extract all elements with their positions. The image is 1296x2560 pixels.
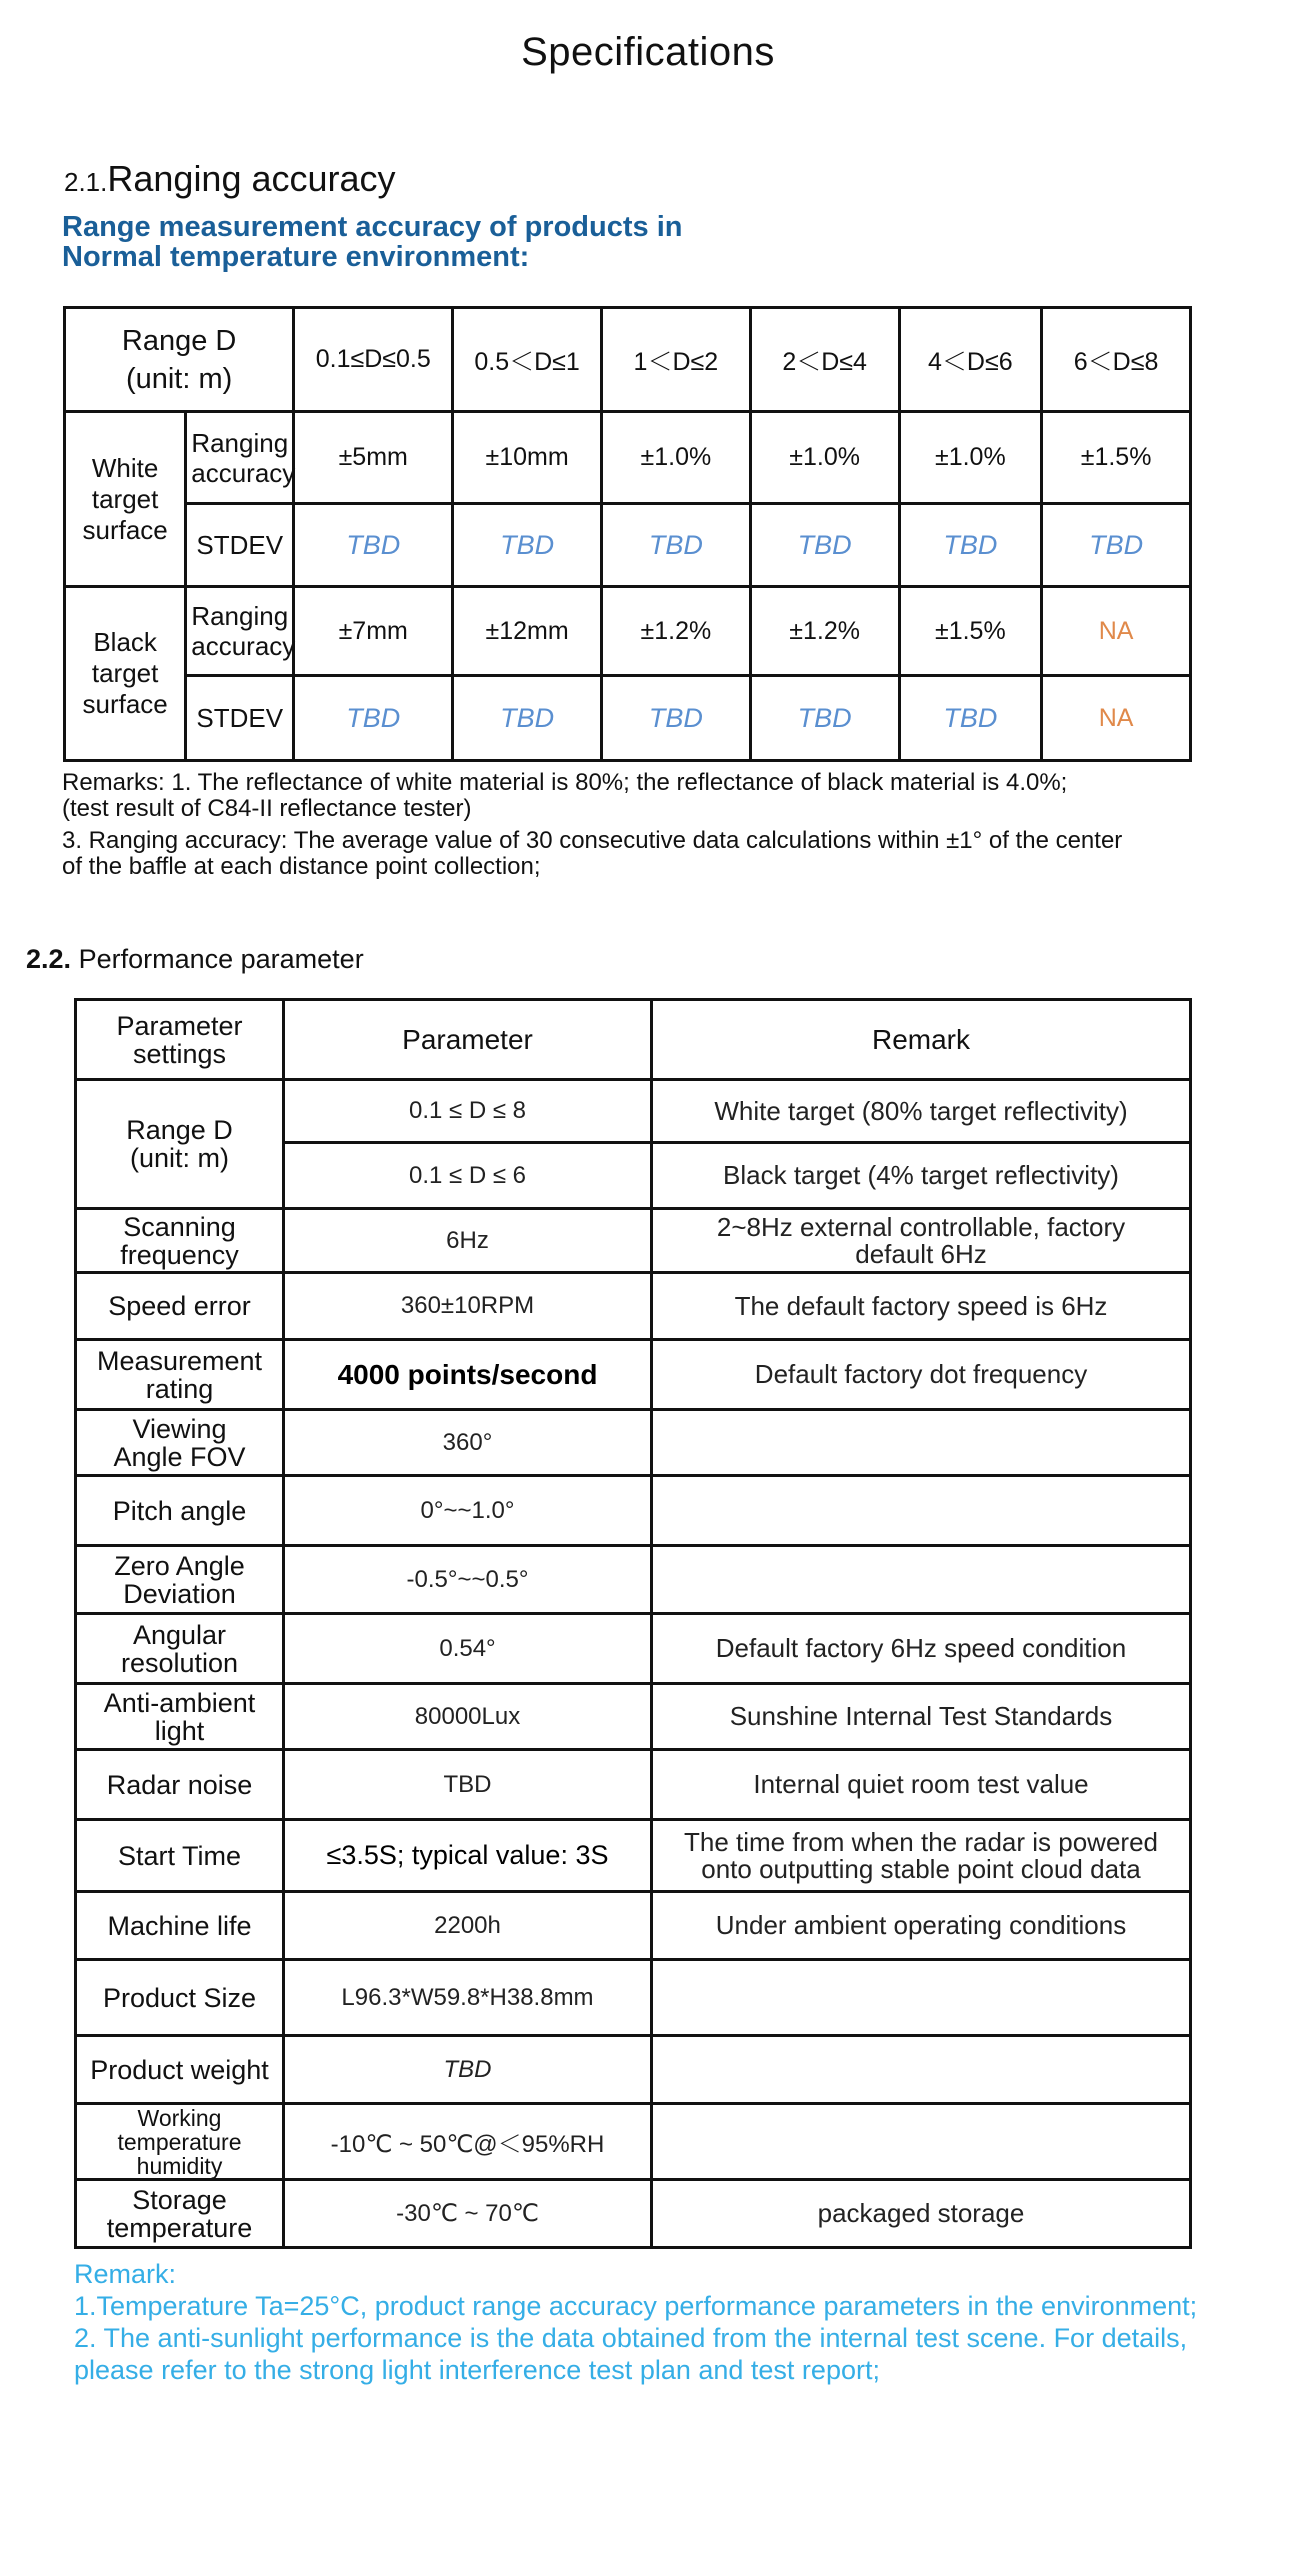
table-cell [652, 1546, 1191, 1614]
row-label [76, 1546, 284, 1614]
remark-line: please refer to the strong light interference test plan and test report; [74, 2355, 880, 2385]
table-row [65, 412, 1191, 504]
ranging-accuracy-label [186, 412, 294, 504]
table-row [76, 1209, 1191, 1273]
table-row [76, 1614, 1191, 1684]
table-cell: NA [1042, 676, 1191, 761]
table-row [65, 587, 1191, 676]
table-cell: TBD [284, 1750, 652, 1820]
remark-line: of the baffle at each distance point collection; [62, 853, 541, 880]
section-number: 2.1. [64, 167, 108, 197]
table-cell: -30℃ ~ 70℃ [284, 2180, 652, 2248]
header-parameter: Parameter [284, 1000, 652, 1080]
corner-header [65, 308, 294, 412]
table-cell: Sunshine Internal Test Standards [652, 1684, 1191, 1750]
ranging-accuracy-label [186, 587, 294, 676]
table-cell: ±1.2% [750, 587, 899, 676]
page-title: Specifications [521, 30, 775, 74]
subtitle-line: Normal temperature environment: [62, 241, 530, 273]
label-line: Parameter [116, 1010, 243, 1041]
remark-line: The time from when the radar is powered [684, 1826, 1158, 1857]
table-cell: NA [1042, 587, 1191, 676]
column-header: 4＜D≤6 [899, 308, 1042, 412]
table-cell: 80000Lux [284, 1684, 652, 1750]
label-line: accuracy [191, 457, 296, 488]
table-cell: ±1.0% [601, 412, 750, 504]
label-line: light [154, 1715, 205, 1746]
column-header: 6＜D≤8 [1042, 308, 1191, 412]
table-cell: packaged storage [652, 2180, 1191, 2248]
table-row [76, 1750, 1191, 1820]
section-2-1-heading [64, 158, 396, 200]
stdev-label: STDEV [186, 504, 294, 587]
table-cell: 0.1 ≤ D ≤ 8 [284, 1080, 652, 1143]
table-cell: Default factory dot frequency [652, 1340, 1191, 1410]
label-line: humidity [136, 2152, 223, 2179]
column-header: 0.5＜D≤1 [453, 308, 602, 412]
column-header: 2＜D≤4 [750, 308, 899, 412]
white-target-label [65, 412, 186, 587]
table-cell: -0.5°~~0.5° [284, 1546, 652, 1614]
table-cell: TBD [899, 504, 1042, 587]
corner-line: Range D [121, 324, 237, 357]
column-header: 0.1≤D≤0.5 [294, 308, 453, 412]
label-line: surface [82, 689, 168, 719]
table-header-row [76, 1000, 1191, 1080]
remark-line: 2~8Hz external controllable, factory [716, 1211, 1126, 1242]
row-label [76, 1614, 284, 1684]
subtitle-line: Range measurement accuracy of products in [62, 211, 683, 243]
row-label: Product weight [76, 2036, 284, 2104]
table-cell: ±1.0% [899, 412, 1042, 504]
table-row [76, 2180, 1191, 2248]
table-row [65, 504, 1191, 587]
table-row [76, 1476, 1191, 1546]
table-row [76, 1410, 1191, 1476]
label-line: White [91, 452, 159, 483]
label-line: Viewing [132, 1413, 227, 1444]
label-line: Anti-ambient [103, 1687, 256, 1718]
remark-line: 1.Temperature Ta=25°C, product range accuracy performance parameters in the environment; [74, 2291, 1198, 2321]
column-header: 1＜D≤2 [601, 308, 750, 412]
table-cell: 360±10RPM [284, 1273, 652, 1340]
label-line: Ranging [191, 601, 289, 631]
row-label: Speed error [76, 1273, 284, 1340]
table-cell: TBD [453, 504, 602, 587]
table-cell [652, 1410, 1191, 1476]
table-row [76, 2036, 1191, 2104]
corner-line: (unit: m) [125, 362, 233, 395]
label-line: temperature [106, 2212, 253, 2243]
label-line: surface [82, 514, 168, 545]
row-label: Machine life [76, 1892, 284, 1960]
label-line: Black [93, 627, 157, 657]
row-label: Pitch angle [76, 1476, 284, 1546]
performance-remarks [74, 2258, 1254, 2386]
label-line: resolution [120, 1647, 239, 1678]
table-cell: Under ambient operating conditions [652, 1892, 1191, 1960]
label-line: accuracy [191, 631, 296, 661]
table-header-row [65, 308, 1191, 412]
table-row [76, 1684, 1191, 1750]
header-remark: Remark [652, 1000, 1191, 1080]
table-cell: ±5mm [294, 412, 453, 504]
table-cell: 0°~~1.0° [284, 1476, 652, 1546]
performance-parameter-table [74, 998, 1192, 2249]
row-label: Start Time [76, 1820, 284, 1892]
label-line: Range D [126, 1115, 233, 1145]
row-label: Product Size [76, 1960, 284, 2036]
table-row [76, 1340, 1191, 1410]
stdev-label: STDEV [186, 676, 294, 761]
table-row [76, 1892, 1191, 1960]
table-cell: The default factory speed is 6Hz [652, 1273, 1191, 1340]
label-line: settings [132, 1038, 227, 1069]
remark-line: default 6Hz [855, 1238, 987, 1269]
table-cell [652, 1476, 1191, 1546]
section-2-2-heading [26, 944, 364, 975]
remark-line: 3. Ranging accuracy: The average value of 30 consecutive data calculations within ±1° of the center [62, 827, 1123, 854]
section-2-1-subtitle [62, 212, 862, 272]
table-cell: 0.54° [284, 1614, 652, 1684]
ranging-accuracy-table [63, 306, 1192, 762]
row-label [76, 2180, 284, 2248]
table-cell: TBD [601, 504, 750, 587]
row-label [76, 1209, 284, 1273]
table-row [76, 1273, 1191, 1340]
row-label [76, 1340, 284, 1410]
table-cell [652, 1960, 1191, 2036]
table-cell: 2200h [284, 1892, 652, 1960]
label-line: Scanning [123, 1211, 236, 1242]
table-cell: Black target (4% target reflectivity) [652, 1143, 1191, 1209]
table-cell: ±10mm [453, 412, 602, 504]
label-line: (unit: m) [129, 1143, 229, 1173]
table-cell: Internal quiet room test value [652, 1750, 1191, 1820]
table-row [76, 2104, 1191, 2180]
row-label [76, 1684, 284, 1750]
row-label: Radar noise [76, 1750, 284, 1820]
label-line: Angular [132, 1619, 227, 1650]
table-cell: 6Hz [284, 1209, 652, 1273]
table-cell [652, 1209, 1191, 1273]
table-cell: Default factory 6Hz speed condition [652, 1614, 1191, 1684]
row-label [76, 1410, 284, 1476]
table-cell: TBD [750, 504, 899, 587]
range-d-label [76, 1080, 284, 1209]
table-row [65, 676, 1191, 761]
table-cell: 0.1 ≤ D ≤ 6 [284, 1143, 652, 1209]
label-line: target [91, 658, 159, 688]
table-row [76, 1820, 1191, 1892]
table-cell: ±1.0% [750, 412, 899, 504]
table-cell: TBD [294, 504, 453, 587]
remark-line: 2. The anti-sunlight performance is the data obtained from the internal test scene. For details, [74, 2323, 1188, 2353]
label-line: Angle FOV [113, 1441, 246, 1472]
table-cell: L96.3*W59.8*H38.8mm [284, 1960, 652, 2036]
table-cell: TBD [899, 676, 1042, 761]
label-line: rating [145, 1373, 214, 1404]
label-line: temperature [117, 2128, 242, 2155]
table-cell: ≤3.5S; typical value: 3S [284, 1820, 652, 1892]
table-row [76, 1960, 1191, 2036]
table-cell: -10℃ ~ 50℃@＜95%RH [284, 2104, 652, 2180]
table-cell: 360° [284, 1410, 652, 1476]
table-cell: TBD [1042, 504, 1191, 587]
table-cell: TBD [294, 676, 453, 761]
table-cell: TBD [601, 676, 750, 761]
table-row [76, 1546, 1191, 1614]
label-line: Ranging [191, 427, 289, 458]
label-line: frequency [120, 1239, 239, 1270]
remark-line: onto outputting stable point cloud data [701, 1853, 1141, 1884]
table-cell: TBD [284, 2036, 652, 2104]
remark-title: Remark: [74, 2259, 177, 2289]
table-cell: ±12mm [453, 587, 602, 676]
header-parameter-settings [76, 1000, 284, 1080]
label-line: target [91, 483, 159, 514]
table-cell: 4000 points/second [284, 1340, 652, 1410]
table-cell [652, 2104, 1191, 2180]
section-number: 2.2. [26, 944, 72, 974]
row-label [76, 2104, 284, 2180]
table-cell: ±1.5% [1042, 412, 1191, 504]
remark-line: Remarks: 1. The reflectance of white material is 80%; the reflectance of black material is 4.0%; [62, 769, 1068, 796]
table-cell: TBD [750, 676, 899, 761]
section-title: Performance parameter [78, 944, 364, 974]
table-cell: White target (80% target reflectivity) [652, 1080, 1191, 1143]
table-cell: ±1.2% [601, 587, 750, 676]
table-cell [652, 2036, 1191, 2104]
label-line: Zero Angle [114, 1550, 245, 1581]
table-row [76, 1080, 1191, 1143]
remark-line: (test result of C84-II reflectance tester) [62, 795, 472, 822]
section-title: Ranging accuracy [107, 158, 396, 199]
table-cell: ±7mm [294, 587, 453, 676]
table-cell [652, 1820, 1191, 1892]
label-line: Working [137, 2104, 222, 2131]
label-line: Measurement [96, 1345, 263, 1376]
ranging-remarks [62, 770, 1222, 880]
table-cell: ±1.5% [899, 587, 1042, 676]
table-cell: TBD [453, 676, 602, 761]
label-line: Storage [132, 2184, 227, 2215]
label-line: Deviation [123, 1578, 236, 1609]
black-target-label [65, 587, 186, 761]
